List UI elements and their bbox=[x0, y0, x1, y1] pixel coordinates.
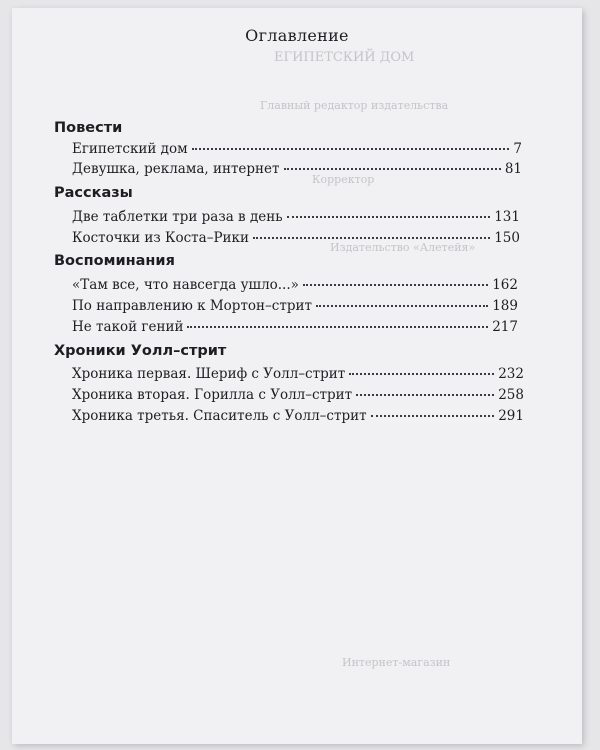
entry-page: 189 bbox=[492, 298, 518, 314]
entry-page: 131 bbox=[494, 209, 520, 225]
entry-page: 81 bbox=[504, 161, 522, 177]
entry-title: «Там все, что навсегда ушло...» bbox=[72, 277, 299, 293]
toc-entry[interactable] bbox=[72, 408, 524, 424]
entry-page: 7 bbox=[513, 141, 522, 157]
entry-title: Две таблетки три раза в день bbox=[72, 209, 283, 225]
toc-entry[interactable] bbox=[72, 298, 518, 314]
toc-entry[interactable] bbox=[72, 319, 518, 335]
entry-title: Хроника первая. Шериф с Уолл–стрит bbox=[72, 366, 346, 382]
toc-entry[interactable] bbox=[72, 387, 524, 403]
entry-page: 162 bbox=[492, 277, 518, 293]
section-heading: Хроники Уолл–стрит bbox=[54, 343, 227, 359]
dot-leader bbox=[287, 216, 491, 218]
entry-title: Хроника вторая. Горилла с Уолл–стрит bbox=[72, 387, 353, 403]
toc-entry[interactable] bbox=[72, 230, 520, 246]
dot-leader bbox=[356, 394, 494, 396]
ghost-line: ЕГИПЕТСКИЙ ДОМ bbox=[274, 50, 415, 65]
toc-title: Оглавление bbox=[245, 26, 349, 45]
toc-entry[interactable] bbox=[72, 277, 518, 293]
ghost-line: Интернет-магазин bbox=[342, 656, 451, 669]
toc-entry[interactable] bbox=[72, 209, 520, 225]
entry-page: 150 bbox=[494, 230, 520, 246]
dot-leader bbox=[349, 373, 494, 375]
dot-leader bbox=[192, 148, 510, 150]
entry-title: По направлению к Мортон–стрит bbox=[72, 298, 312, 314]
dot-leader bbox=[187, 326, 488, 328]
ghost-line: Издательство «Алетейя» bbox=[330, 241, 476, 254]
entry-page: 232 bbox=[498, 366, 524, 382]
toc-entry[interactable] bbox=[72, 141, 522, 157]
entry-title: Девушка, реклама, интернет bbox=[72, 161, 280, 177]
dot-leader bbox=[316, 305, 488, 307]
entry-page: 258 bbox=[498, 387, 524, 403]
ghost-line: Главный редактор издательства bbox=[260, 99, 449, 112]
entry-title: Хроника третья. Спаситель с Уолл–стрит bbox=[72, 408, 367, 424]
entry-title: Косточки из Коста–Рики bbox=[72, 230, 249, 246]
dot-leader bbox=[284, 168, 501, 170]
toc-entry[interactable] bbox=[72, 161, 522, 177]
table-of-contents bbox=[12, 8, 582, 744]
entry-page: 217 bbox=[492, 319, 518, 335]
section-heading: Повести bbox=[54, 120, 123, 136]
toc-entry[interactable] bbox=[72, 366, 524, 382]
book-page bbox=[12, 8, 582, 744]
ghost-line: Корректор bbox=[312, 173, 375, 186]
dot-leader bbox=[371, 415, 495, 417]
section-heading: Воспоминания bbox=[54, 253, 175, 269]
entry-title: Египетский дом bbox=[72, 141, 188, 157]
dot-leader bbox=[303, 284, 488, 286]
entry-page: 291 bbox=[498, 408, 524, 424]
entry-title: Не такой гений bbox=[72, 319, 184, 335]
section-heading: Рассказы bbox=[54, 185, 133, 201]
dot-leader bbox=[253, 237, 490, 239]
